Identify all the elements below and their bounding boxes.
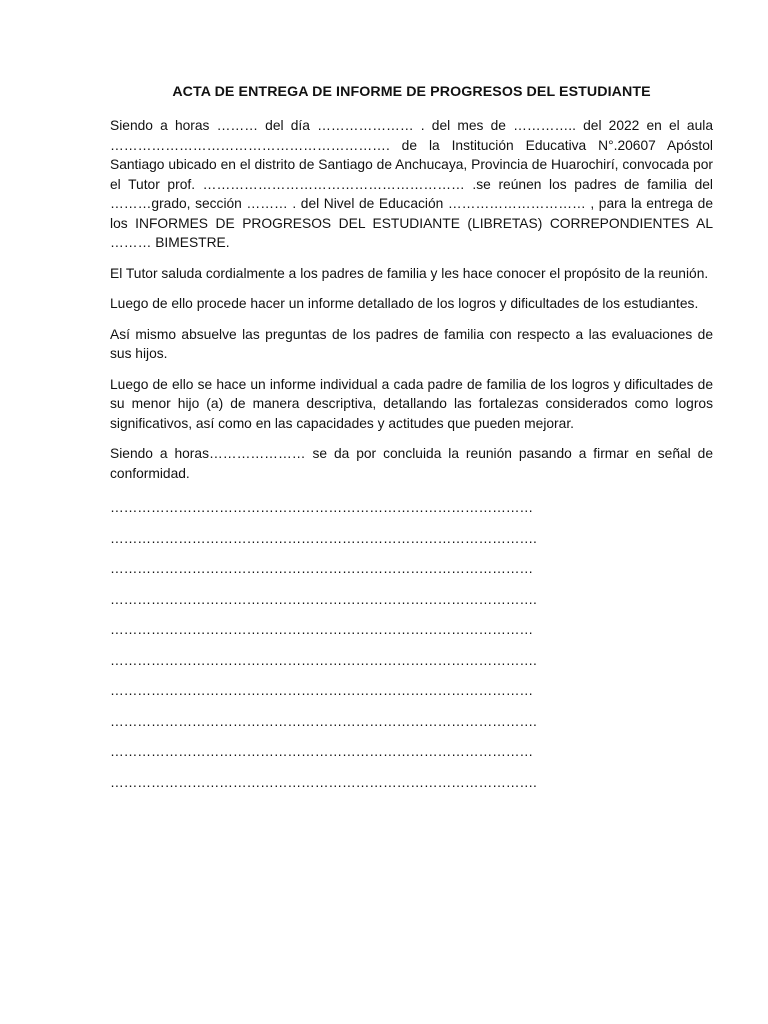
paragraph-tutor-greeting: El Tutor saluda cordialmente a los padres de familia y les hace conocer el propósito de la reunión. [110, 265, 709, 281]
paragraph-closing: Siendo a horas………………… se da por concluida la reunión pasando a firmar en señal de conformidad. [110, 446, 713, 481]
signature-lines [110, 501, 713, 806]
paragraph-individual-report: Luego de ello se hace un informe individual a cada padre de familia de los logros y dificultades de su menor hijo (a) de manera descriptiva, detallando las fortalezas considerados como logros significativos, así como en las capacidades y actitudes que pueden mejorar. [110, 376, 713, 431]
document-title: ACTA DE ENTREGA DE INFORME DE PROGRESOS DEL ESTUDIANTE [172, 84, 651, 100]
signature-line: …………………………………………………………………………………. [110, 714, 537, 729]
signature-line: …………………………………………………………………………………. [110, 531, 537, 546]
document-page [110, 84, 713, 806]
paragraph-meeting-details: Siendo a horas ……… del día ………………… . del mes de ………….. del 2022 en el aula ……………………………………………………. de la Institución Educativa N°.20607 Apóstol Santiago ubicado en el distrito de Santiago de Anchucaya, Provincia de Huarochirí, convocada por el Tutor prof. ………………………………………………… .se reúnen los padres de familia del ………grado, sección ……… . del Nivel de Educación ………………………… , para la entrega de los INFORMES DE PROGRESOS DEL ESTUDIANTE (LIBRETAS) CORREPONDIENTES AL ……… BIMESTRE. [110, 118, 713, 250]
signature-line: …………………………………………………………………………………. [110, 592, 537, 607]
paragraph-questions: Así mismo absuelve las preguntas de los padres de familia con respecto a las evaluaciones de sus hijos. [110, 326, 713, 361]
signature-line: ………………………………………………………………………………… [110, 501, 534, 515]
signature-line: ………………………………………………………………………………… [110, 684, 534, 698]
signature-line: ………………………………………………………………………………… [110, 745, 534, 759]
paragraph-detailed-report: Luego de ello procede hacer un informe detallado de los logros y dificultades de los estudiantes. [110, 296, 699, 311]
signature-line: ………………………………………………………………………………… [110, 562, 534, 576]
signature-line: …………………………………………………………………………………. [110, 653, 537, 668]
signature-line: ………………………………………………………………………………… [110, 623, 534, 637]
signature-line: …………………………………………………………………………………. [110, 775, 537, 790]
